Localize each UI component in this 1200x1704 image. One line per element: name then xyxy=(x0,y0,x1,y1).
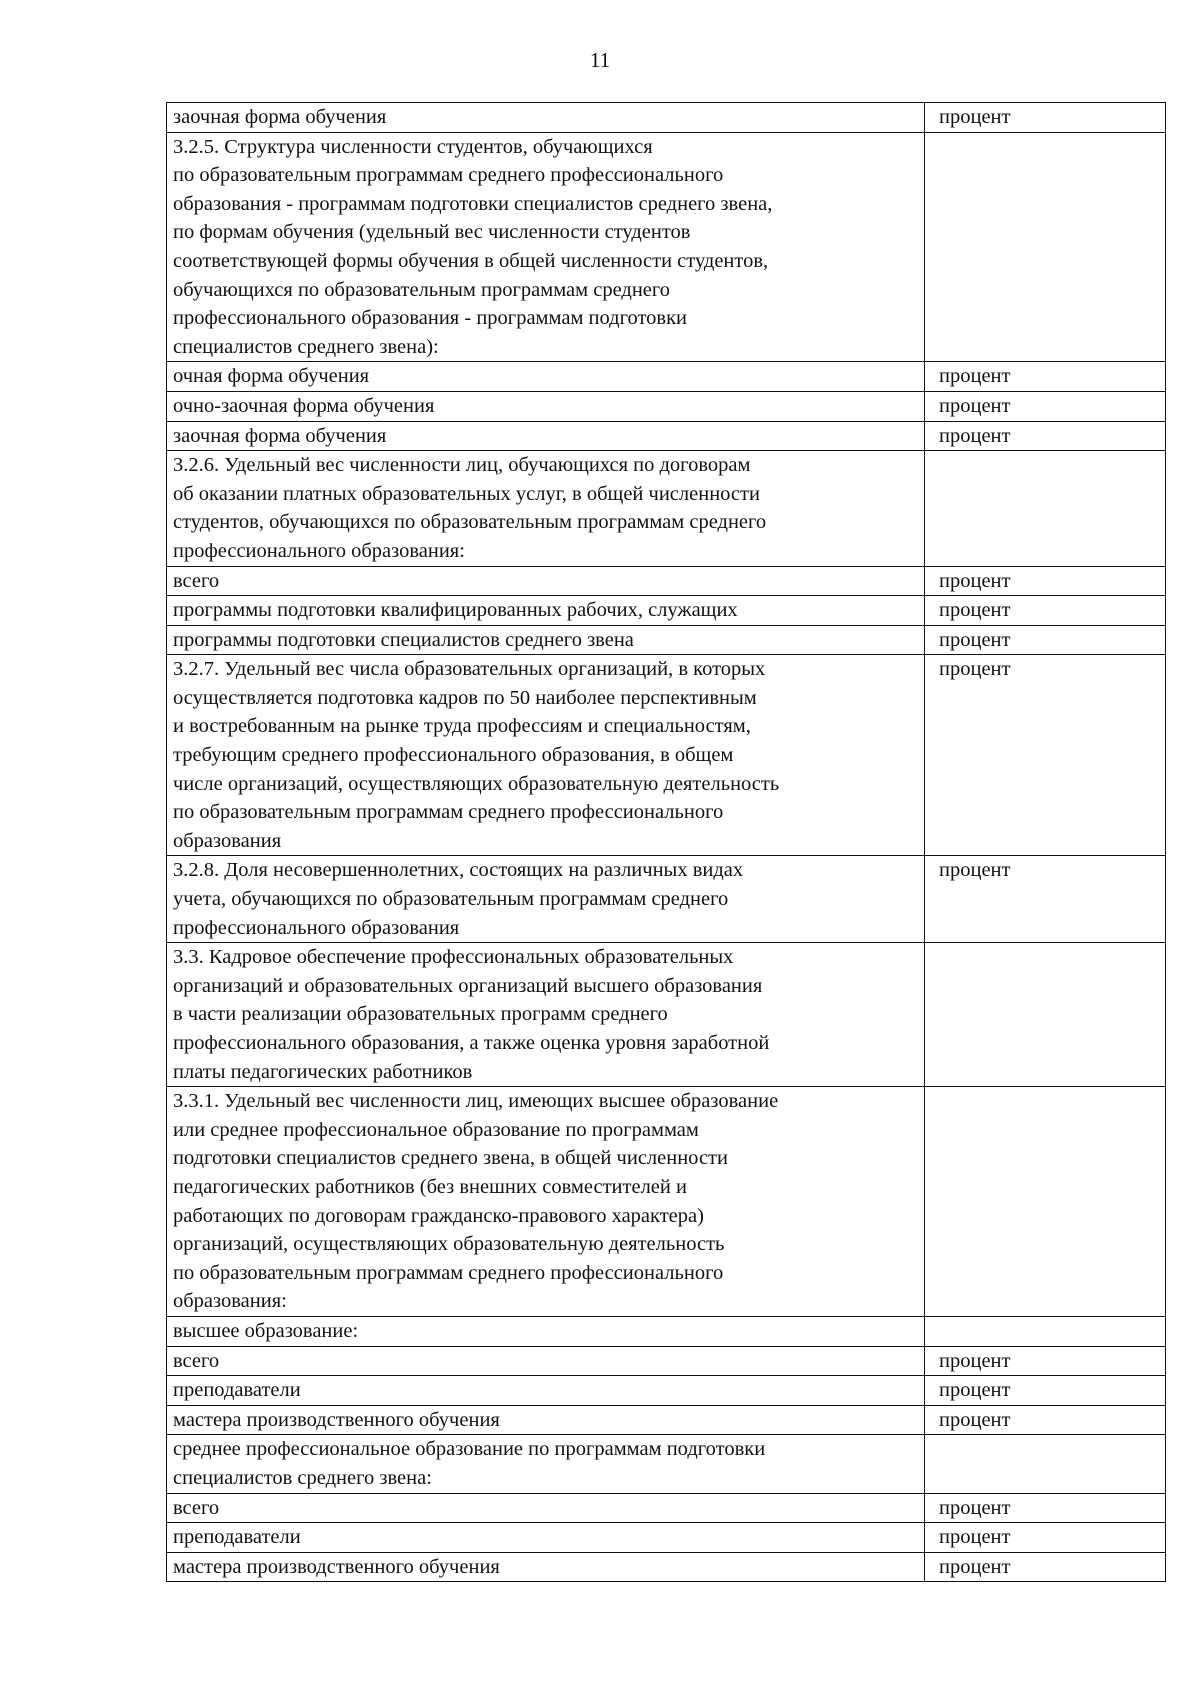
table-row xyxy=(167,1346,1166,1376)
table-row xyxy=(167,103,1166,133)
unit-cell: процент xyxy=(925,1346,1166,1376)
indicator-cell xyxy=(167,1523,925,1553)
indicator-cell xyxy=(167,1552,925,1582)
indicator-text: программы подготовки специалистов среднего звена xyxy=(173,628,634,651)
indicators-table-body xyxy=(167,103,1166,1582)
indicator-cell xyxy=(167,943,925,1087)
indicator-text: заочная форма обучения xyxy=(173,424,387,447)
indicator-cell xyxy=(167,566,925,596)
indicator-text: заочная форма обучения xyxy=(173,106,387,128)
unit-cell: процент xyxy=(925,856,1166,943)
indicator-text: программы подготовки квалифицированных рабочих, служащих xyxy=(173,599,738,622)
table-row xyxy=(167,596,1166,626)
indicator-text: очная форма обучения xyxy=(173,365,370,388)
table-row xyxy=(167,1316,1166,1346)
table-row xyxy=(167,132,1166,362)
table-row xyxy=(167,1523,1166,1553)
table-row xyxy=(167,391,1166,421)
indicator-cell xyxy=(167,391,925,421)
table-row xyxy=(167,1405,1166,1435)
indicator-text: преподаватели xyxy=(173,1379,301,1402)
unit-cell: процент xyxy=(925,391,1166,421)
unit-cell: процент xyxy=(925,566,1166,596)
indicator-cell xyxy=(167,856,925,943)
unit-cell xyxy=(925,943,1166,1087)
indicator-cell xyxy=(167,625,925,655)
table-row xyxy=(167,655,1166,856)
unit-cell: процент xyxy=(925,1405,1166,1435)
indicator-cell xyxy=(167,421,925,451)
unit-cell: процент xyxy=(925,1552,1166,1582)
table-row xyxy=(167,1493,1166,1523)
table-row xyxy=(167,362,1166,392)
indicator-text: преподаватели xyxy=(173,1526,301,1549)
indicator-cell xyxy=(167,1376,925,1406)
indicator-cell xyxy=(167,362,925,392)
unit-cell xyxy=(925,451,1166,566)
unit-cell: процент xyxy=(925,1376,1166,1406)
indicator-text: среднее профессиональное образование по программам подготовки специалистов среднего звена: xyxy=(173,1438,766,1489)
indicator-text: высшее образование: xyxy=(173,1319,359,1342)
indicator-text: 3.3. Кадровое обеспечение профессиональных образовательных организаций и образовательных организаций высшего образования в части реализации образовательных программ среднего профессионального образования, а также оценка уровня заработной платы педагогических работников xyxy=(173,946,770,1083)
unit-cell xyxy=(925,132,1166,362)
unit-cell xyxy=(925,1087,1166,1317)
indicator-text: 3.2.6. Удельный вес численности лиц, обучающихся по договорам об оказании платных образовательных услуг, в общей численности студентов, обучающихся по образовательным программам среднего профессионального образования: xyxy=(173,454,767,562)
indicators-table xyxy=(166,102,1166,1582)
table-row xyxy=(167,856,1166,943)
indicator-cell xyxy=(167,132,925,362)
indicator-cell xyxy=(167,451,925,566)
table-row xyxy=(167,943,1166,1087)
indicator-cell xyxy=(167,1405,925,1435)
unit-cell: процент xyxy=(925,655,1166,856)
unit-cell: процент xyxy=(925,625,1166,655)
indicator-text: всего xyxy=(173,569,220,592)
indicator-cell xyxy=(167,1346,925,1376)
indicator-text: 3.3.1. Удельный вес численности лиц, имеющих высшее образование или среднее профессиональное образование по программам подготовки специалистов среднего звена, в общей численности педагогических работников (без внешних совместителей и работающих по договорам гражданско-правового характера) организаций, осуществляющих образовательную деятельность по образовательным программам среднего профессионального образования: xyxy=(173,1090,779,1313)
table-row xyxy=(167,451,1166,566)
indicator-cell xyxy=(167,1316,925,1346)
indicator-text: очно-заочная форма обучения xyxy=(173,394,435,417)
unit-cell: процент xyxy=(925,596,1166,626)
table-row xyxy=(167,1552,1166,1582)
unit-cell: процент xyxy=(925,1523,1166,1553)
indicator-cell xyxy=(167,1493,925,1523)
indicator-cell xyxy=(167,1087,925,1317)
indicator-cell xyxy=(167,596,925,626)
page-number: 11 xyxy=(589,48,611,72)
table-row xyxy=(167,1087,1166,1317)
table-row xyxy=(167,625,1166,655)
indicator-text: 3.2.5. Структура численности студентов, обучающихся по образовательным программам среднего профессионального образования - программам подготовки специалистов среднего звена, по формам обучения (удельный вес численности студентов соответствующей формы обучения в общей численности студентов, обучающихся по образовательным программам среднего профессионального образования - программам подготовки специалистов среднего звена): xyxy=(173,135,773,358)
unit-cell: процент xyxy=(925,103,1166,133)
table-row xyxy=(167,1435,1166,1493)
table-row xyxy=(167,421,1166,451)
indicator-text: всего xyxy=(173,1349,220,1372)
unit-cell xyxy=(925,1316,1166,1346)
indicator-cell xyxy=(167,1435,925,1493)
unit-cell: процент xyxy=(925,1493,1166,1523)
unit-cell: процент xyxy=(925,362,1166,392)
table-row xyxy=(167,1376,1166,1406)
unit-cell xyxy=(925,1435,1166,1493)
indicator-text: 3.2.8. Доля несовершеннолетних, состоящих на различных видах учета, обучающихся по образовательным программам среднего профессионального образования xyxy=(173,859,744,939)
indicator-text: 3.2.7. Удельный вес числа образовательных организаций, в которых осуществляется подготовка кадров по 50 наиболее перспективным и востребованным на рынке труда профессиям и специальностям, требующим среднего профессионального образования, в общем числе организаций, осуществляющих образовательную деятельность по образовательным программам среднего профессионального образования xyxy=(173,658,780,852)
indicator-cell xyxy=(167,655,925,856)
indicator-cell xyxy=(167,103,925,133)
table-row xyxy=(167,566,1166,596)
indicator-text: мастера производственного обучения xyxy=(173,1408,500,1431)
indicator-text: всего xyxy=(173,1496,220,1519)
indicator-text: мастера производственного обучения xyxy=(173,1555,500,1578)
unit-cell: процент xyxy=(925,421,1166,451)
